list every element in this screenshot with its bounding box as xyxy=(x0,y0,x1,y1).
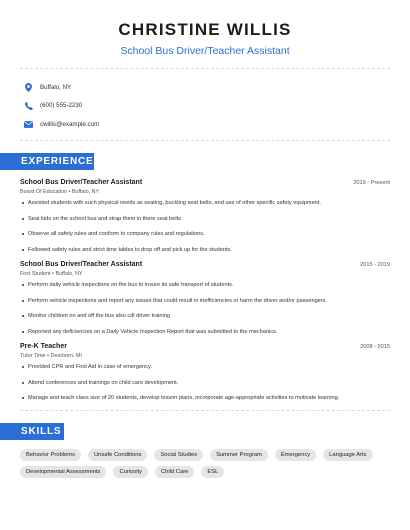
bullet-item: Monitor children on and off the bus also cdl driver training xyxy=(20,312,390,320)
phone-icon xyxy=(24,101,33,110)
skill-chip: Summer Program xyxy=(210,449,268,461)
job-org: First Student • Buffalo, NY xyxy=(20,271,83,277)
bullet-item: Reported any deficiencies on a Daily Vehicle Inspection Report that was submitted to the mechanics. xyxy=(20,328,390,336)
skill-chip: Unsafe Conditions xyxy=(88,449,147,461)
skill-chip: Developmental Assessments xyxy=(20,466,106,478)
job-bullets xyxy=(20,363,390,402)
section-title: SKILLS xyxy=(21,425,62,437)
bullet-item: Followed safety rules and strict time tables to drop off and pick up for the students. xyxy=(20,246,390,254)
job-title-heading: School Bus Driver/Teacher Assistant xyxy=(120,45,290,57)
bullet-item: Attend conferences and trainings on child care development. xyxy=(20,379,390,387)
job-entry xyxy=(20,343,390,402)
job-dates: 2015 - 2019 xyxy=(360,262,390,268)
job-entry xyxy=(20,261,390,336)
email-text: cwillis@example.com xyxy=(40,120,100,128)
skill-chip: Social Studies xyxy=(154,449,203,461)
bullet-item: Provided CPR and First Aid in case of emergency. xyxy=(20,363,390,371)
job-org: Board Of Education • Buffalo, NY xyxy=(20,189,100,195)
job-entry xyxy=(20,179,390,254)
skill-chip: Child Care xyxy=(155,466,194,478)
envelope-icon xyxy=(24,120,33,129)
contact-email xyxy=(24,115,410,133)
job-bullets xyxy=(20,281,390,336)
skill-chip: ESL xyxy=(201,466,224,478)
location-text: Buffalo, NY xyxy=(40,83,72,91)
map-pin-icon xyxy=(24,83,33,92)
job-org: Tutor Time • Dearborn, MI xyxy=(20,353,82,359)
contact-location xyxy=(24,78,410,96)
job-role: School Bus Driver/Teacher Assistant xyxy=(20,261,143,268)
bullet-item: Manage and teach class size of 20 students, develop lesson plans, incorporate age-appropriate activities to motivate learning. xyxy=(20,394,390,402)
experience-list xyxy=(0,179,410,402)
skill-chip: Emergency xyxy=(275,449,316,461)
bullet-item: Perform vehicle inspections and report any issues that could result in inefficiencies or harm the driver and/or passengers. xyxy=(20,297,390,305)
candidate-name: CHRISTINE WILLIS xyxy=(118,20,292,39)
skill-chip: Behavior Problems xyxy=(20,449,81,461)
job-role: Pre-K Teacher xyxy=(20,343,67,350)
bullet-item: Perform daily vehicle inspections on the bus to insure its safe transport of students. xyxy=(20,281,390,289)
section-title: EXPERIENCE xyxy=(21,156,94,167)
job-dates: 2008 - 2015 xyxy=(360,344,390,350)
bullet-item: Observe all safety rules and conform to company rules and regulations. xyxy=(20,230,390,238)
phone-text: (600) 555-2230 xyxy=(40,102,83,109)
resume-header xyxy=(0,0,410,57)
skill-chip: Curiosity xyxy=(113,466,148,478)
bullet-item: Seat kids on the school bus and strap them in there seat belts xyxy=(20,215,390,223)
job-bullets xyxy=(20,199,390,254)
contact-block xyxy=(0,69,410,133)
divider xyxy=(20,140,390,141)
divider xyxy=(20,410,390,411)
skill-chip: Language Arts xyxy=(323,449,372,461)
section-skills xyxy=(0,423,410,440)
section-experience xyxy=(0,153,410,170)
job-dates: 2019 - Present xyxy=(353,180,390,186)
skills-list xyxy=(0,440,410,483)
bullet-item: Assisted students with such physical needs as seating, buckling seat belts, and use of other specific safety equipment. xyxy=(20,199,390,207)
contact-phone xyxy=(24,97,410,115)
job-role: School Bus Driver/Teacher Assistant xyxy=(20,179,143,186)
